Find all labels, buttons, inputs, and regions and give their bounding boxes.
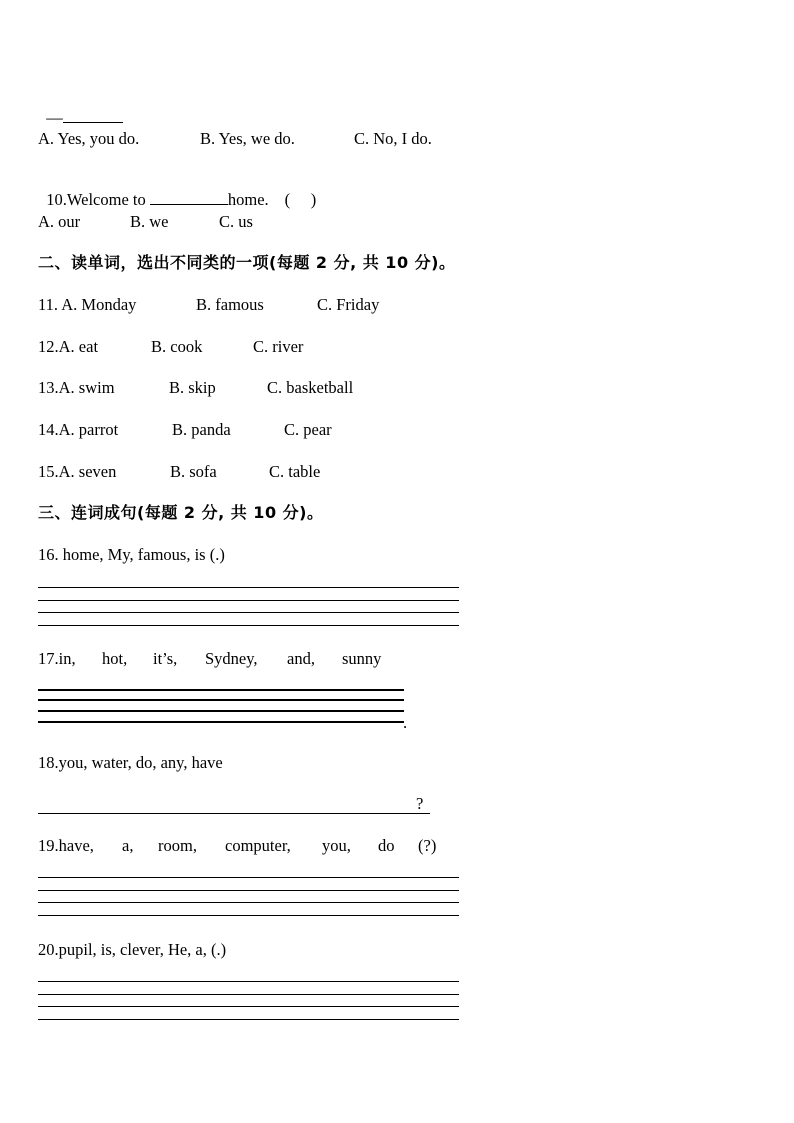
q10-option-a: A. our — [38, 212, 81, 231]
q12-option-a: 12.A. eat — [38, 337, 99, 356]
q10-option-b: B. we — [130, 212, 169, 231]
q18-answer-line[interactable] — [38, 813, 430, 814]
q19-word-4: computer, — [225, 836, 291, 855]
q17-answer-line-3[interactable] — [38, 710, 404, 712]
q10-suffix: home. — [227, 190, 269, 209]
q10-blank[interactable] — [150, 190, 228, 205]
q16-answer-line-2[interactable] — [38, 600, 459, 601]
q16-answer-line-1[interactable] — [38, 587, 459, 588]
q17-word-5: and, — [287, 649, 315, 668]
q17-word-3: it’s, — [153, 649, 178, 668]
q12-option-b: B. cook — [151, 337, 203, 356]
q12-option-c: C. river — [253, 337, 304, 356]
q19-word-6: do — [378, 836, 395, 855]
q17-word-6: sunny — [342, 649, 382, 668]
answer-dash — [38, 88, 123, 128]
q20-answer-line-3[interactable] — [38, 1006, 459, 1007]
q17-word-2: hot, — [102, 649, 128, 668]
q19-word-2: a, — [122, 836, 134, 855]
q17-answer-line-2[interactable] — [38, 699, 404, 701]
q13-option-b: B. skip — [169, 378, 216, 397]
q19-answer-line-3[interactable] — [38, 902, 459, 903]
q11-option-b: B. famous — [196, 295, 264, 314]
dash-mark: — — [46, 108, 63, 127]
q18-words: 18.you, water, do, any, have — [38, 753, 223, 772]
q14-option-a: 14.A. parrot — [38, 420, 119, 439]
q19-answer-line-1[interactable] — [38, 877, 459, 878]
q14-option-b: B. panda — [172, 420, 231, 439]
q10-option-c: C. us — [219, 212, 253, 231]
q17-word-1: 17.in, — [38, 649, 76, 668]
q13-option-a: 13.A. swim — [38, 378, 115, 397]
q10-prefix: 10.Welcome to — [46, 190, 150, 209]
q19-answer-line-2[interactable] — [38, 890, 459, 891]
q16-words: 16. home, My, famous, is (.) — [38, 545, 225, 564]
q19-word-7: (?) — [418, 836, 437, 855]
q17-answer-line-1[interactable] — [38, 689, 404, 691]
q9-option-b: B. Yes, we do. — [200, 129, 295, 148]
answer-blank[interactable] — [63, 108, 123, 123]
q15-option-a: 15.A. seven — [38, 462, 117, 481]
q19-answer-line-4[interactable] — [38, 915, 459, 916]
q20-answer-line-2[interactable] — [38, 994, 459, 995]
q9-option-c: C. No, I do. — [354, 129, 432, 148]
q15-option-b: B. sofa — [170, 462, 217, 481]
section3-title: 三、连词成句(每题 2 分, 共 10 分)。 — [38, 503, 324, 522]
q11-option-a: 11. A. Monday — [38, 295, 137, 314]
q10-answer-paren[interactable]: ( ) — [284, 190, 317, 209]
q20-answer-line-4[interactable] — [38, 1019, 459, 1020]
q10-question — [38, 170, 316, 210]
q20-words: 20.pupil, is, clever, He, a, (.) — [38, 940, 227, 959]
q14-option-c: C. pear — [284, 420, 332, 439]
q18-end-question: ? — [416, 794, 424, 813]
q11-option-c: C. Friday — [317, 295, 380, 314]
q17-answer-line-4[interactable] — [38, 721, 404, 723]
section2-title: 二、读单词，选出不同类的一项(每题 2 分, 共 10 分)。 — [38, 253, 456, 272]
q19-word-3: room, — [158, 836, 197, 855]
q16-answer-line-4[interactable] — [38, 625, 459, 626]
q17-end-period: . — [403, 713, 408, 732]
q19-word-1: 19.have, — [38, 836, 94, 855]
q15-option-c: C. table — [269, 462, 321, 481]
q17-word-4: Sydney, — [205, 649, 258, 668]
q9-option-a: A. Yes, you do. — [38, 129, 140, 148]
q16-answer-line-3[interactable] — [38, 612, 459, 613]
q20-answer-line-1[interactable] — [38, 981, 459, 982]
q13-option-c: C. basketball — [267, 378, 354, 397]
q19-word-5: you, — [322, 836, 351, 855]
